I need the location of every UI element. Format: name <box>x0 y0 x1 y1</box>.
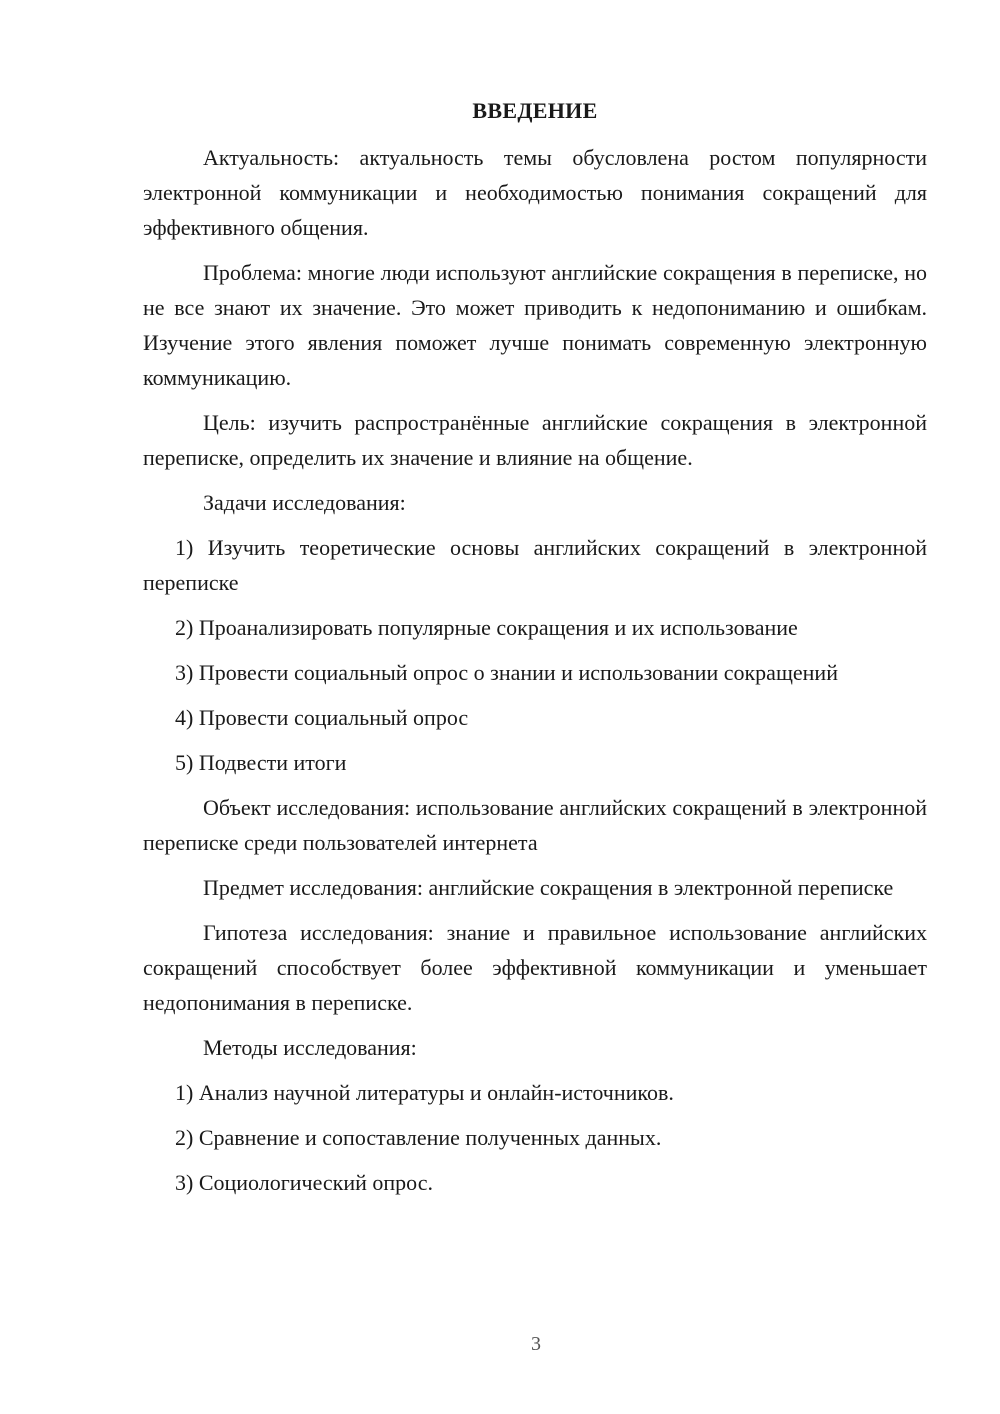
page-number: 3 <box>531 1333 541 1355</box>
task-item-1: 1) Изучить теоретические основы английских сокращений в электронной переписке <box>143 535 927 595</box>
page-title: ВВЕДЕНИЕ <box>472 98 598 123</box>
document-page <box>143 96 927 1210</box>
task-item-4: 4) Провести социальный опрос <box>175 705 469 730</box>
method-item-3: 3) Социологический опрос. <box>175 1170 433 1195</box>
problem-paragraph: Проблема: многие люди используют английские сокращения в переписке, но не все знают их значение. Это может приводить к недопониманию и ошибкам. Изучение этого явления поможет лучше понимать современную электронную коммуникацию. <box>143 260 927 390</box>
subject-paragraph: Предмет исследования: английские сокращения в электронной переписке <box>203 875 894 900</box>
object-paragraph: Объект исследования: использование английских сокращений в электронной переписке среди пользователей интернета <box>143 795 927 855</box>
goal-paragraph: Цель: изучить распространённые английские сокращения в электронной переписке, определить их значение и влияние на общение. <box>143 410 927 470</box>
hypothesis-paragraph: Гипотеза исследования: знание и правильное использование английских сокращений способствует более эффективной коммуникации и уменьшает недопонимания в переписке. <box>143 920 927 1015</box>
method-item-1: 1) Анализ научной литературы и онлайн-источников. <box>175 1080 674 1105</box>
task-item-3: 3) Провести социальный опрос о знании и использовании сокращений <box>175 660 838 685</box>
task-item-5: 5) Подвести итоги <box>175 750 347 775</box>
tasks-heading: Задачи исследования: <box>203 490 406 515</box>
task-item-2: 2) Проанализировать популярные сокращения и их использование <box>175 615 798 640</box>
method-item-2: 2) Сравнение и сопоставление полученных данных. <box>175 1125 662 1150</box>
methods-heading: Методы исследования: <box>203 1035 417 1060</box>
relevance-paragraph: Актуальность: актуальность темы обусловлена ростом популярности электронной коммуникации и необходимостью понимания сокращений для эффективного общения. <box>143 145 927 240</box>
